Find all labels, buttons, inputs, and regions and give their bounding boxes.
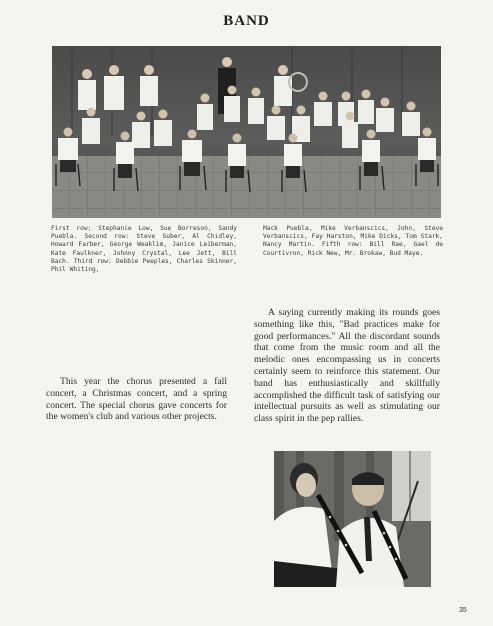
- chorus-article-paragraph: This year the chorus presented a fall concert, a Christmas concert, and a spring concert. The special chorus gave concerts for the women's club and various other projects.: [46, 376, 227, 423]
- page-number: 35: [459, 607, 467, 614]
- clarinet-players-photo: [274, 451, 431, 587]
- page-title: BAND: [223, 13, 270, 29]
- clarinet-players-photo-graphic: [274, 451, 431, 587]
- caption-right: Mack Puebla, Mike Verbanscics, John, Steve Verbanscics, Fay Harston, Mike Dicks, Tom Stark, Nancy Martin. Fifth row: Bill Rae, Gael de Courtivron, Rick New, Mr. Brokaw, Bud Maye.: [263, 225, 443, 257]
- band-group-photo-graphic: [52, 46, 441, 218]
- chorus-article: [46, 376, 227, 423]
- caption-left: First row: Stephanie Low, Sue Borreson, Sandy Puebla. Second row: Steve Suber, Al Chidley, Howard Farber, George Weaklim, Janice Leiberman, Kate Faulkner, Johnny Crystal, Lee Jett, Bill Bach. Third row: Debbie Peeples, Charles Skinner, Phil Whiting,: [51, 225, 237, 274]
- band-article: [254, 307, 440, 425]
- band-article-paragraph: A saying currently making its rounds goes something like this, "Bad practices make for good performances." All the discordant sounds that come from the music room and all the melodic ones encompassing us in concerts certainly seem to reinforce this statement. Our band has enthusiastically and skillfully accomplished the difficult task of satisfying our intellectual pursuits as well as stimulating our class spirit in the pep rallies.: [254, 307, 440, 425]
- band-group-photo: [52, 46, 441, 218]
